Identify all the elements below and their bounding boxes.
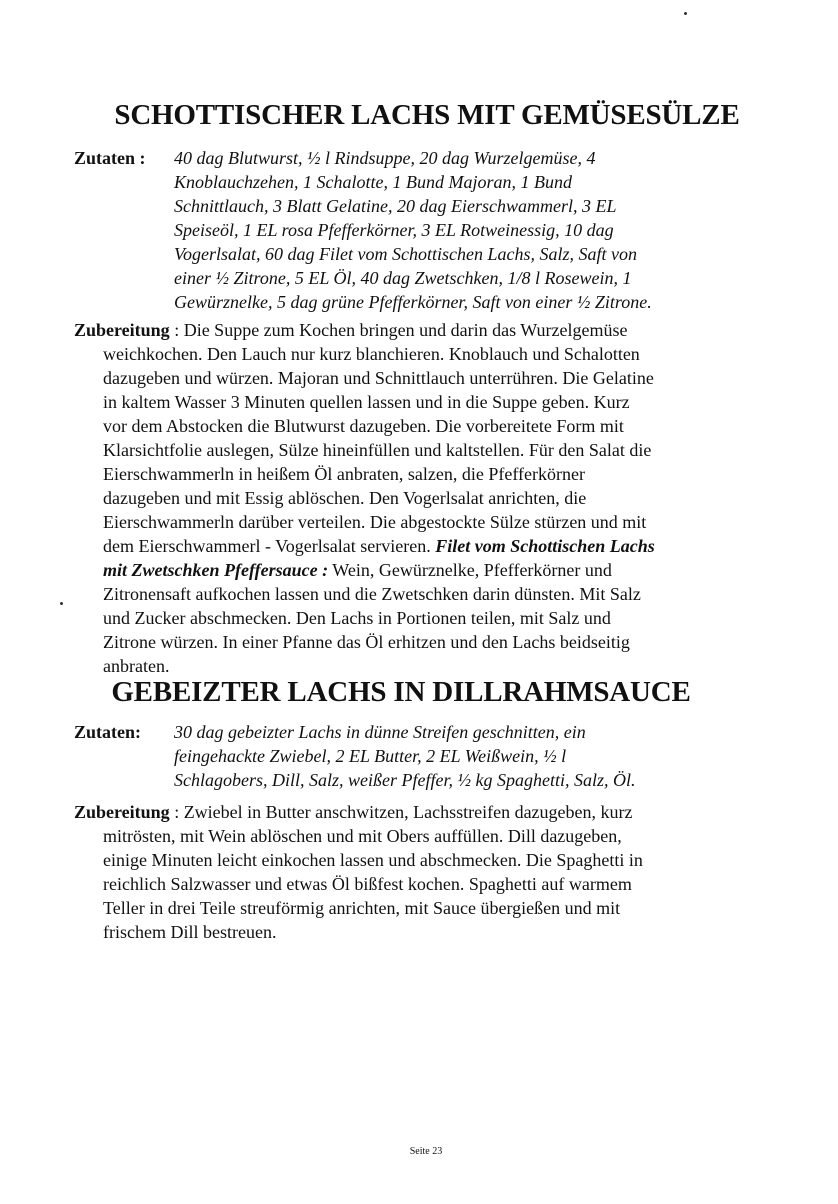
recipe-title-2: GEBEIZTER LACHS IN DILLRAHMSAUCE [111,676,691,708]
preparation-line [103,534,655,558]
ingredients-line: einer ½ Zitrone, 5 EL Öl, 40 dag Zwetschken, 1/8 l Rosewein, 1 [174,268,632,288]
preparation-text: dem Eierschwammerl - Vogerlsalat servieren. [103,536,436,556]
preparation-line: Eierschwammerln darüber verteilen. Die abgestockte Sülze stürzen und mit [103,512,647,532]
preparation-first-line: : Zwiebel in Butter anschwitzen, Lachsstreifen dazugeben, kurz [169,802,633,822]
preparation-line: Eierschwammerln in heißem Öl anbraten, salzen, die Pfefferkörner [103,464,585,484]
sub-recipe-heading: Filet vom Schottischen Lachs [435,536,655,556]
preparation-line: anbraten. [103,656,170,676]
preparation-text: Wein, Gewürznelke, Pfefferkörner und [328,560,612,580]
ingredients-label-2: Zutaten: [74,722,141,742]
recipe-title-1: SCHOTTISCHER LACHS MIT GEMÜSESÜLZE [114,99,740,131]
ingredients-line: Gewürznelke, 5 dag grüne Pfefferkörner, Saft von einer ½ Zitrone. [174,292,652,312]
page-number: Seite 23 [409,1146,443,1157]
preparation-first-line: : Die Suppe zum Kochen bringen und darin das Wurzelgemüse [169,320,628,340]
preparation-line: und Zucker abschmecken. Den Lachs in Portionen teilen, mit Salz und [103,608,611,628]
preparation-line: frischem Dill bestreuen. [103,922,277,942]
preparation-label-2: Zubereitung [74,802,170,822]
preparation-line: Zitronensaft aufkochen lassen und die Zwetschken darin dünsten. Mit Salz [103,584,641,604]
scan-speck [60,602,63,605]
ingredients-line: 40 dag Blutwurst, ½ l Rindsuppe, 20 dag Wurzelgemüse, 4 [174,148,596,168]
preparation-line: weichkochen. Den Lauch nur kurz blanchieren. Knoblauch und Schalotten [103,344,640,364]
ingredients-line: Schnittlauch, 3 Blatt Gelatine, 20 dag Eierschwammerl, 3 EL [174,196,617,216]
preparation-line [74,318,628,342]
ingredients-line: feingehackte Zwiebel, 2 EL Butter, 2 EL Weißwein, ½ l [174,746,567,766]
preparation-line: mitrösten, mit Wein ablöschen und mit Obers auffüllen. Dill dazugeben, [103,826,622,846]
ingredients-line: 30 dag gebeizter Lachs in dünne Streifen geschnitten, ein [174,722,586,742]
preparation-line: Klarsichtfolie auslegen, Sülze hineinfüllen und kaltstellen. Für den Salat die [103,440,652,460]
preparation-label-1: Zubereitung [74,320,170,340]
ingredients-label-1: Zutaten : [74,148,146,168]
ingredients-line: Speiseöl, 1 EL rosa Pfefferkörner, 3 EL Rotweinessig, 10 dag [174,220,614,240]
sub-recipe-heading: mit Zwetschken Pfeffersauce : [103,560,329,580]
preparation-line [74,800,633,824]
preparation-line [103,558,612,582]
ingredients-line: Knoblauchzehen, 1 Schalotte, 1 Bund Majoran, 1 Bund [174,172,572,192]
preparation-line: Teller in drei Teile streuförmig anrichten, mit Sauce übergießen und mit [103,898,621,918]
preparation-line: reichlich Salzwasser und etwas Öl bißfest kochen. Spaghetti auf warmem [103,874,632,894]
preparation-line: dazugeben und mit Essig ablöschen. Den Vogerlsalat anrichten, die [103,488,587,508]
preparation-line: Zitrone würzen. In einer Pfanne das Öl erhitzen und den Lachs beidseitig [103,632,630,652]
ingredients-line: Vogerlsalat, 60 dag Filet vom Schottischen Lachs, Salz, Saft von [174,244,637,264]
scan-speck [684,12,687,15]
preparation-line: einige Minuten leicht einkochen lassen und abschmecken. Die Spaghetti in [103,850,643,870]
preparation-line: vor dem Abstocken die Blutwurst dazugeben. Die vorbereitete Form mit [103,416,624,436]
ingredients-line: Schlagobers, Dill, Salz, weißer Pfeffer, ½ kg Spaghetti, Salz, Öl. [174,770,636,790]
preparation-line: in kaltem Wasser 3 Minuten quellen lassen und in die Suppe geben. Kurz [103,392,630,412]
preparation-line: dazugeben und würzen. Majoran und Schnittlauch unterrühren. Die Gelatine [103,368,654,388]
